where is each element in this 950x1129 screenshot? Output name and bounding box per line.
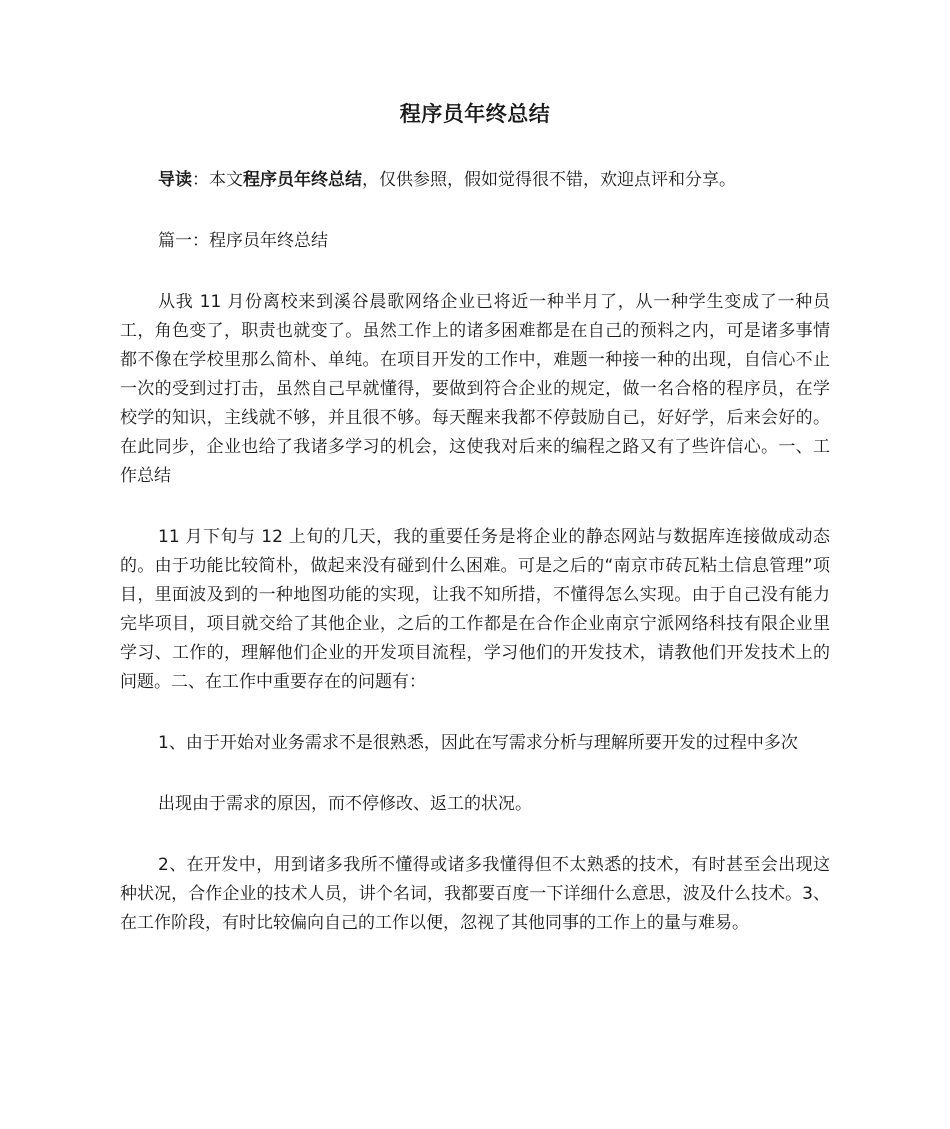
lead-label: 导读: [158, 170, 192, 190]
section-heading: 篇一：程序员年终总结: [158, 231, 328, 251]
body-paragraph-5: 2、在开发中，用到诸多我所不懂得或诸多我懂得但不太熟悉的技术，有时甚至会出现这种状况，合作企业的技术人员，讲个名词，我都要百度一下详细什么意思，波及什么技术。3、在工作阶段，有时比较偏向自己的工作以便，忽视了其他同事的工作上的量与难易。: [120, 855, 830, 933]
document-title: 程序员年终总结: [399, 102, 551, 126]
lead-rest: ，仅供参照，假如觉得很不错，欢迎点评和分享。: [362, 170, 736, 190]
body-paragraph-3: 1、由于开始对业务需求不是很熟悉，因此在写需求分析与理解所要开发的过程中多次: [158, 733, 798, 753]
body-paragraph-2: 11 月下旬与 12 上旬的几天，我的重要任务是将企业的静态网站与数据库连接做成动态的。由于功能比较简朴，做起来没有碰到什么困难。可是之后的“南京市砖瓦粘土信息管理”项目，里面波及到的一种地图功能的实现，让我不知所措，不懂得怎么实现。由于自己没有能力完毕项目，项目就交给了其他企业，之后的工作都是在合作企业南京宁派网络科技有限企业里学习、工作的，理解他们企业的开发项目流程，学习他们的开发技术，请教他们开发技术上的问题。二、在工作中重要存在的问题有：: [120, 527, 830, 692]
lead-title-ref: 程序员年终总结: [243, 170, 362, 190]
lead-separator: ：本文: [192, 170, 243, 190]
lead-paragraph: [120, 166, 830, 195]
body-paragraph-4: 出现由于需求的原因，而不停修改、返工的状况。: [158, 794, 532, 814]
body-paragraph-1: 从我 11 月份离校来到溪谷晨歌网络企业已将近一种半月了，从一种学生变成了一种员工，角色变了，职责也就变了。虽然工作上的诸多困难都是在自己的预料之内，可是诸多事情都不像在学校里那么简朴、单纯。在项目开发的工作中，难题一种接一种的出现，自信心不止一次的受到过打击，虽然自己早就懂得，要做到符合企业的规定，做一名合格的程序员，在学校学的知识，主线就不够，并且很不够。每天醒来我都不停鼓励自己，好好学，后来会好的。在此同步，企业也给了我诸多学习的机会，这使我对后来的编程之路又有了些许信心。一、工作总结: [120, 292, 830, 486]
